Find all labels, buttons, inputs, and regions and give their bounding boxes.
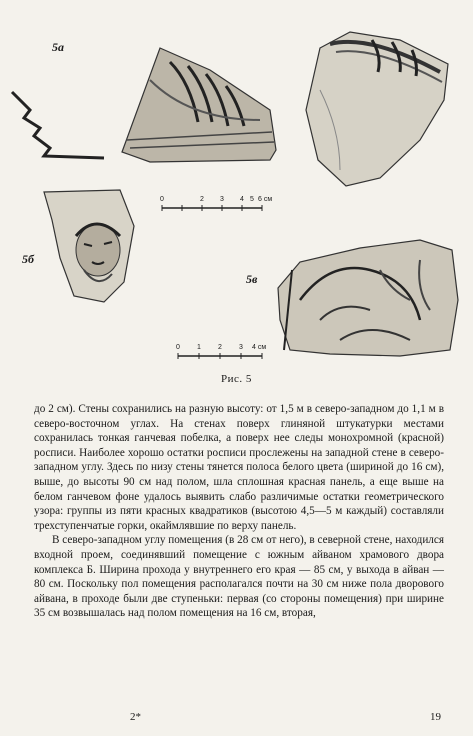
scale2-unit: 4 см <box>252 344 267 351</box>
scale1-unit: 6 см <box>258 196 273 203</box>
paragraph: В северо-западном углу помещения (в 28 см от него), в северной стене, находился входной проем, соединявший помещение с южным айваном храмового двора комплекса Б. Ширина прохода у внутреннего его края — 85 см, у выхода в айван — 80 см. Поскольку пол помещения располагался почти на 30 см ниже пола дворового айвана, в проходе были две ступеньки: первая (со стороны помещения) при ширине 35 см возвышалась над полом помещения на 16 см, вторая, <box>34 534 444 620</box>
paragraph: до 2 см). Стены сохранились на разную высоту: от 1,5 м в северо-западном до 1,1 м в северо-восточном углах. На стенах поверх глиняной штукатурки местами сохранилась тонкая ганчевая побелка, а поверх нее следы монохромной (красной) росписи. Наиболее хорошо остатки росписи прослежены на западной стене в северо-западном углу. Здесь по низу стены тянется полоса белого цвета (шириной до 16 см), выше, до высоты 90 см над полом, шла сплошная красная панель, а еще выше на белом ганчевом фоне удалось выявить слабо различимые остатки геометрического узора: группы из пяти красных квадратиков (высотою 4,5—5 м каждый) составляли трехступенчатые горки, окаймлявшие по верху панель. <box>34 403 444 532</box>
scale-bar-1 <box>162 205 262 211</box>
scale-bar-2 <box>178 353 262 359</box>
scale1-tick: 2 <box>200 196 204 203</box>
scale1-tick: 5 <box>250 196 254 203</box>
scale2-tick: 3 <box>239 344 243 351</box>
label-5v: 5в <box>246 272 258 286</box>
fragment-5a-right <box>306 32 448 186</box>
label-5a: 5а <box>52 40 64 54</box>
scale2-tick: 1 <box>197 344 201 351</box>
signature-mark: 2* <box>130 711 141 723</box>
scale1-tick: 4 <box>240 196 244 203</box>
scale2-tick: 0 <box>176 344 180 351</box>
scale1-tick: 3 <box>220 196 224 203</box>
fragment-5b <box>44 190 134 302</box>
figure-caption: Рис. 5 <box>221 373 252 385</box>
page-number: 19 <box>430 711 441 723</box>
body-text <box>34 402 444 621</box>
fragment-5v <box>278 240 458 356</box>
profile-line <box>12 92 104 158</box>
fragment-5a-left <box>122 48 276 162</box>
label-5b: 5б <box>22 252 34 266</box>
scale2-tick: 2 <box>218 344 222 351</box>
scale1-tick: 0 <box>160 196 164 203</box>
